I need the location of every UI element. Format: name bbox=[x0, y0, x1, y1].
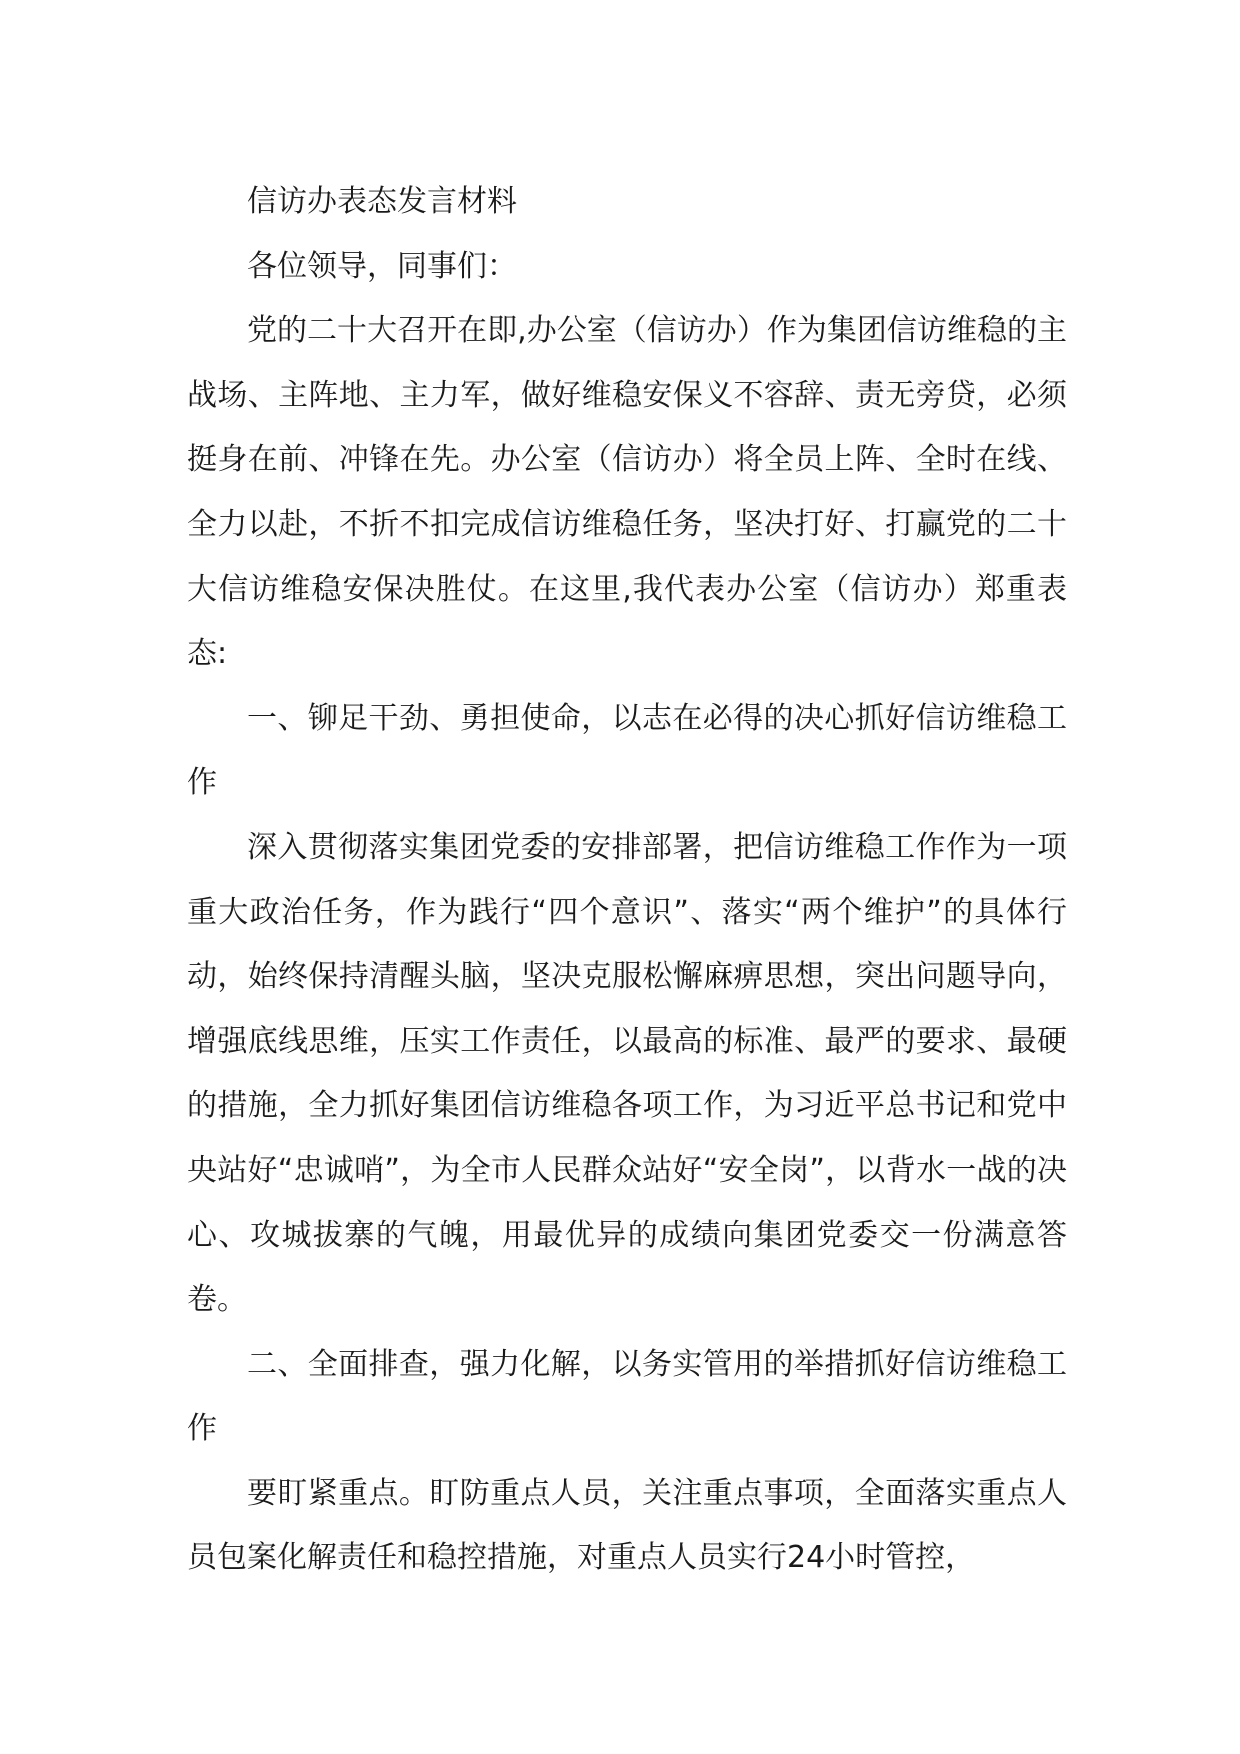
section-1-paragraph: 深入贯彻落实集团党委的安排部署，把信访维稳工作作为一项重大政治任务，作为践行“四个意识”、落实“两个维护”的具体行动，始终保持清醒头脑，坚决克服松懈麻痹思想，突出问题导向，增强底线思维，压实工作责任，以最高的标准、最严的要求、最硬的措施，全力抓好集团信访维稳各项工作，为习近平总书记和党中央站好“忠诚哨”，为全市人民群众站好“安全岗”，以背水一战的决心、攻城拔寨的气魄，用最优异的成绩向集团党委交一份满意答卷。 bbox=[187, 829, 1067, 1318]
section-heading-1: 一、铆足干劲、勇担使命，以志在必得的决心抓好信访维稳工作 bbox=[187, 700, 1067, 801]
intro-paragraph: 党的二十大召开在即,办公室（信访办）作为集团信访维稳的主战场、主阵地、主力军，做好维稳安保义不容辞、责无旁贷，必须挺身在前、冲锋在先。办公室（信访办）将全员上阵、全时在线、全力以赴，不折不扣完成信访维稳任务，坚决打好、打赢党的二十大信访维稳安保决胜仗。在这里,我代表办公室（信访办）郑重表态: bbox=[187, 313, 1067, 672]
document-body bbox=[187, 170, 1067, 1591]
salutation: 各位领导，同事们： bbox=[247, 248, 517, 284]
section-2-paragraph: 要盯紧重点。盯防重点人员，关注重点事项，全面落实重点人员包案化解责任和稳控措施，对重点人员实行24小时管控， bbox=[187, 1475, 1067, 1576]
document-title: 信访办表态发言材料 bbox=[247, 184, 517, 219]
section-heading-2: 二、全面排查，强力化解，以务实管用的举措抓好信访维稳工作 bbox=[187, 1346, 1067, 1447]
